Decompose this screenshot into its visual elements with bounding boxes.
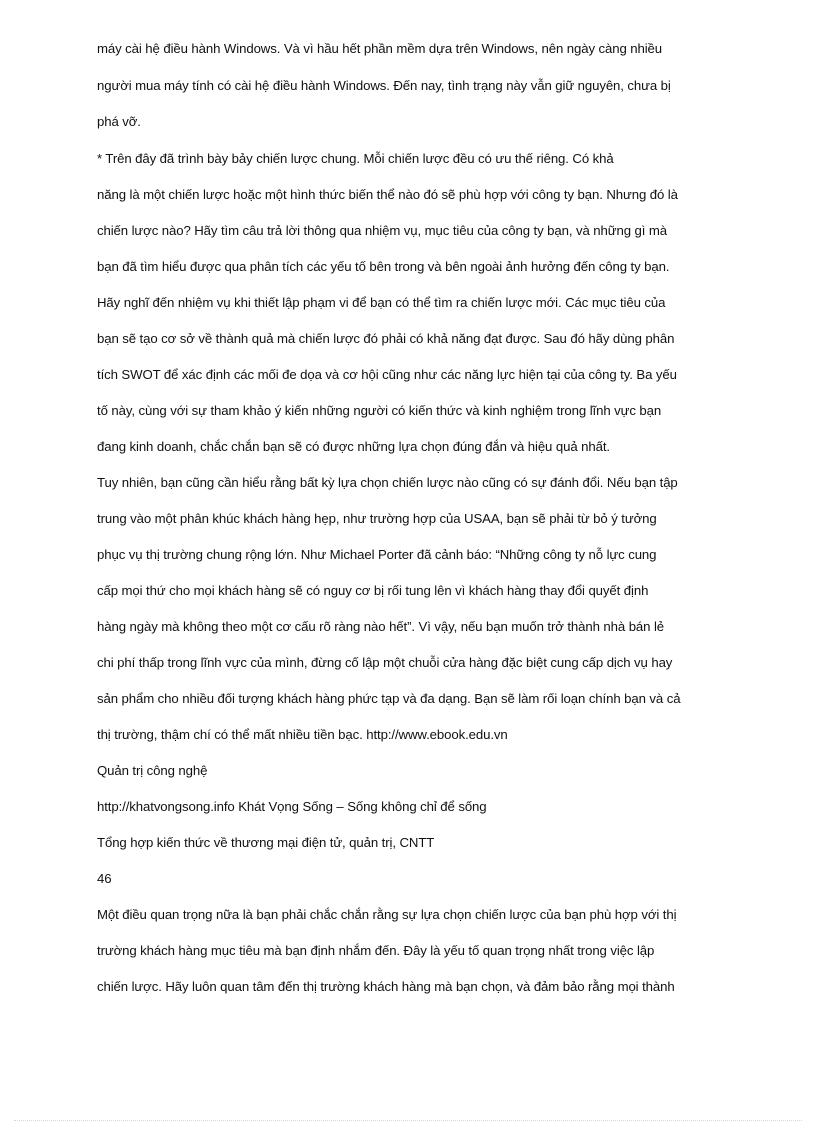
text-line: người mua máy tính có cài hệ điều hành Windows. Đến nay, tình trạng này vẫn giữ nguyên, chưa bị [97,78,671,93]
text-line: bạn đã tìm hiểu được qua phân tích các yếu tố bên trong và bên ngoài ảnh hưởng đến công ty bạn. [97,259,670,274]
text-line: Tuy nhiên, bạn cũng cần hiểu rằng bất kỳ lựa chọn chiến lược nào cũng có sự đánh đổi. Nếu bạn tập [97,475,678,490]
text-line: hàng ngày mà không theo một cơ cấu rõ ràng nào hết”. Vì vậy, nếu bạn muốn trở thành nhà bán lẻ [97,619,665,634]
text-line: cấp mọi thứ cho mọi khách hàng sẽ có nguy cơ bị rối tung lên vì khách hàng thay đổi quyết định [97,583,649,598]
text-line: máy cài hệ điều hành Windows. Và vì hầu hết phần mềm dựa trên Windows, nên ngày càng nhiều [97,41,663,56]
text-line: Một điều quan trọng nữa là bạn phải chắc chắn rằng sự lựa chọn chiến lược của bạn phù hợp với thị [97,907,677,922]
text-line: chiến lược. Hãy luôn quan tâm đến thị trường khách hàng mà bạn chọn, và đảm bảo rằng mọi thành [97,979,675,994]
text-line: Hãy nghĩ đến nhiệm vụ khi thiết lập phạm vi để bạn có thể tìm ra chiến lược mới. Các mục tiêu của [97,295,666,310]
text-line: Quản trị công nghệ [97,763,208,778]
text-line: * Trên đây đã trình bày bảy chiến lược chung. Mỗi chiến lược đều có ưu thế riêng. Có khả [97,151,614,166]
text-line: thị trường, thậm chí có thể mất nhiều tiền bạc. http://www.ebook.edu.vn [97,727,508,742]
text-line: chi phí thấp trong lĩnh vực của mình, đừng cố lập một chuỗi cửa hàng đặc biệt cung cấp dịch vụ hay [97,655,673,670]
text-line: trường khách hàng mục tiêu mà bạn định nhắm đến. Đây là yếu tố quan trọng nhất trong việc lập [97,943,655,958]
text-line: tích SWOT để xác định các mối đe dọa và cơ hội cũng như các năng lực hiện tại của công ty. Ba yếu [97,367,677,382]
text-line: Tổng hợp kiến thức về thương mại điện tử, quản trị, CNTT [97,835,435,850]
text-line: http://khatvongsong.info Khát Vọng Sống – Sống không chỉ để sống [97,799,487,814]
page-number: 46 [97,871,112,886]
page-bottom-rule [14,1120,802,1121]
text-line: tố này, cùng với sự tham khảo ý kiến những người có kiến thức và kinh nghiệm trong lĩnh vực bạn [97,403,662,418]
text-line: phục vụ thị trường chung rộng lớn. Như Michael Porter đã cảnh báo: “Những công ty nỗ lực cung [97,547,657,562]
text-line: bạn sẽ tạo cơ sở về thành quả mà chiến lược đó phải có khả năng đạt được. Sau đó hãy dùng phân [97,331,675,346]
text-line: trung vào một phân khúc khách hàng hẹp, như trường hợp của USAA, bạn sẽ phải từ bỏ ý tưởng [97,511,657,526]
text-line: sản phẩm cho nhiều đối tượng khách hàng phức tạp và đa dạng. Bạn sẽ làm rối loạn chính bạn và cả [97,691,681,706]
text-line: phá vỡ. [97,114,141,129]
text-line: năng là một chiến lược hoặc một hình thức biến thể nào đó sẽ phù hợp với công ty bạn. Nhưng đó là [97,187,678,202]
text-line: đang kinh doanh, chắc chắn bạn sẽ có được những lựa chọn đúng đắn và hiệu quả nhất. [97,439,610,454]
text-line: chiến lược nào? Hãy tìm câu trả lời thông qua nhiệm vụ, mục tiêu của công ty bạn, và những gì mà [97,223,668,238]
